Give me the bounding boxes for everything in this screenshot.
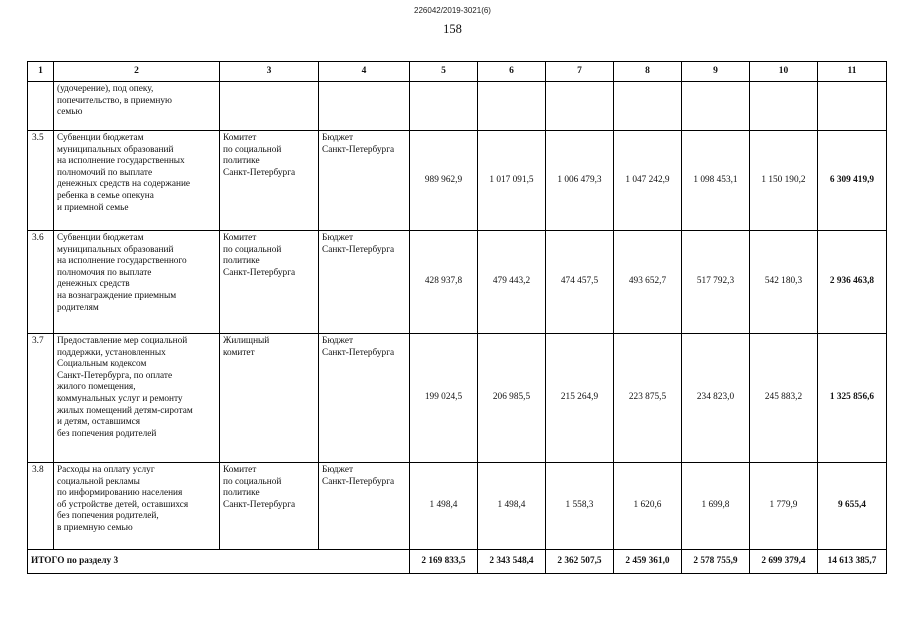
row-executor: Комитет по социальной политике Санкт-Петербурга (220, 463, 319, 550)
row-number: 3.6 (28, 231, 54, 334)
row-value: 1 150 190,2 (750, 131, 818, 231)
table-row (28, 334, 887, 463)
row-funding-source: Бюджет Санкт-Петербурга (319, 463, 410, 550)
row-value: 542 180,3 (750, 231, 818, 334)
row-funding-source: Бюджет Санкт-Петербурга (319, 334, 410, 463)
continuation-row (28, 82, 887, 131)
row-executor: Комитет по социальной политике Санкт-Петербурга (220, 131, 319, 231)
row-value: 479 443,2 (478, 231, 546, 334)
row-value: 1 779,9 (750, 463, 818, 550)
column-header: 11 (818, 62, 887, 82)
row-value: 1 498,4 (410, 463, 478, 550)
row-description: Субвенции бюджетам муниципальных образований на исполнение государственного полномочия по выплате денежных средств на вознаграждение приемным родителям (54, 231, 220, 334)
row-value: 474 457,5 (546, 231, 614, 334)
row-value: 1 498,4 (478, 463, 546, 550)
row-value: 1 699,8 (682, 463, 750, 550)
row-value: 989 962,9 (410, 131, 478, 231)
cell-description (54, 82, 220, 131)
table-row (28, 131, 887, 231)
row-description: Предоставление мер социальной поддержки, установленных Социальным кодексом Санкт-Петербурга, по оплате жилого помещения, коммунальных услуг и ремонту жилых помещений детям-сиротам и детям, оставшимся без попечения родителей (54, 334, 220, 463)
row-funding-source: Бюджет Санкт-Петербурга (319, 131, 410, 231)
row-number: 3.5 (28, 131, 54, 231)
summary-label: ИТОГО по разделу 3 (28, 550, 410, 574)
column-header: 7 (546, 62, 614, 82)
row-value: 493 652,7 (614, 231, 682, 334)
summary-total: 14 613 385,7 (818, 550, 887, 574)
row-value: 1 558,3 (546, 463, 614, 550)
row-value: 1 017 091,5 (478, 131, 546, 231)
row-total: 1 325 856,6 (818, 334, 887, 463)
row-value: 223 875,5 (614, 334, 682, 463)
column-header: 2 (54, 62, 220, 82)
row-value: 517 792,3 (682, 231, 750, 334)
column-header: 1 (28, 62, 54, 82)
column-header: 3 (220, 62, 319, 82)
row-value: 206 985,5 (478, 334, 546, 463)
summary-row (28, 550, 887, 574)
summary-value: 2 459 361,0 (614, 550, 682, 574)
cell-no (28, 82, 54, 131)
row-total: 9 655,4 (818, 463, 887, 550)
row-value: 1 620,6 (614, 463, 682, 550)
row-total: 2 936 463,8 (818, 231, 887, 334)
row-executor: Комитет по социальной политике Санкт-Петербурга (220, 231, 319, 334)
row-value: 215 264,9 (546, 334, 614, 463)
table-row (28, 463, 887, 550)
summary-value: 2 578 755,9 (682, 550, 750, 574)
row-value: 234 823,0 (682, 334, 750, 463)
row-value: 428 937,8 (410, 231, 478, 334)
page-number: 158 (443, 22, 462, 36)
document-id: 226042/2019-3021(6) (414, 6, 491, 15)
column-header: 8 (614, 62, 682, 82)
table-row (28, 231, 887, 334)
budget-table (27, 61, 887, 574)
summary-value: 2 699 379,4 (750, 550, 818, 574)
column-header: 10 (750, 62, 818, 82)
column-header: 6 (478, 62, 546, 82)
summary-value: 2 343 548,4 (478, 550, 546, 574)
row-executor: Жилищный комитет (220, 334, 319, 463)
column-header: 5 (410, 62, 478, 82)
row-description: Расходы на оплату услуг социальной рекламы по информированию населения об устройстве детей, оставшихся без попечения родителей, в приемную семью (54, 463, 220, 550)
header-row (28, 62, 887, 82)
row-value: 199 024,5 (410, 334, 478, 463)
column-header: 4 (319, 62, 410, 82)
row-description: Субвенции бюджетам муниципальных образований на исполнение государственных полномочий по выплате денежных средств на содержание ребенка в семье опекуна и приемной семье (54, 131, 220, 231)
row-value: 1 098 453,1 (682, 131, 750, 231)
row-value: 1 006 479,3 (546, 131, 614, 231)
summary-value: 2 362 507,5 (546, 550, 614, 574)
summary-value: 2 169 833,5 (410, 550, 478, 574)
row-total: 6 309 419,9 (818, 131, 887, 231)
column-header: 9 (682, 62, 750, 82)
row-value: 1 047 242,9 (614, 131, 682, 231)
row-number: 3.7 (28, 334, 54, 463)
continuation-text: (удочерение), под опеку, попечительство, в приемную семью (57, 84, 172, 118)
row-funding-source: Бюджет Санкт-Петербурга (319, 231, 410, 334)
row-value: 245 883,2 (750, 334, 818, 463)
row-number: 3.8 (28, 463, 54, 550)
